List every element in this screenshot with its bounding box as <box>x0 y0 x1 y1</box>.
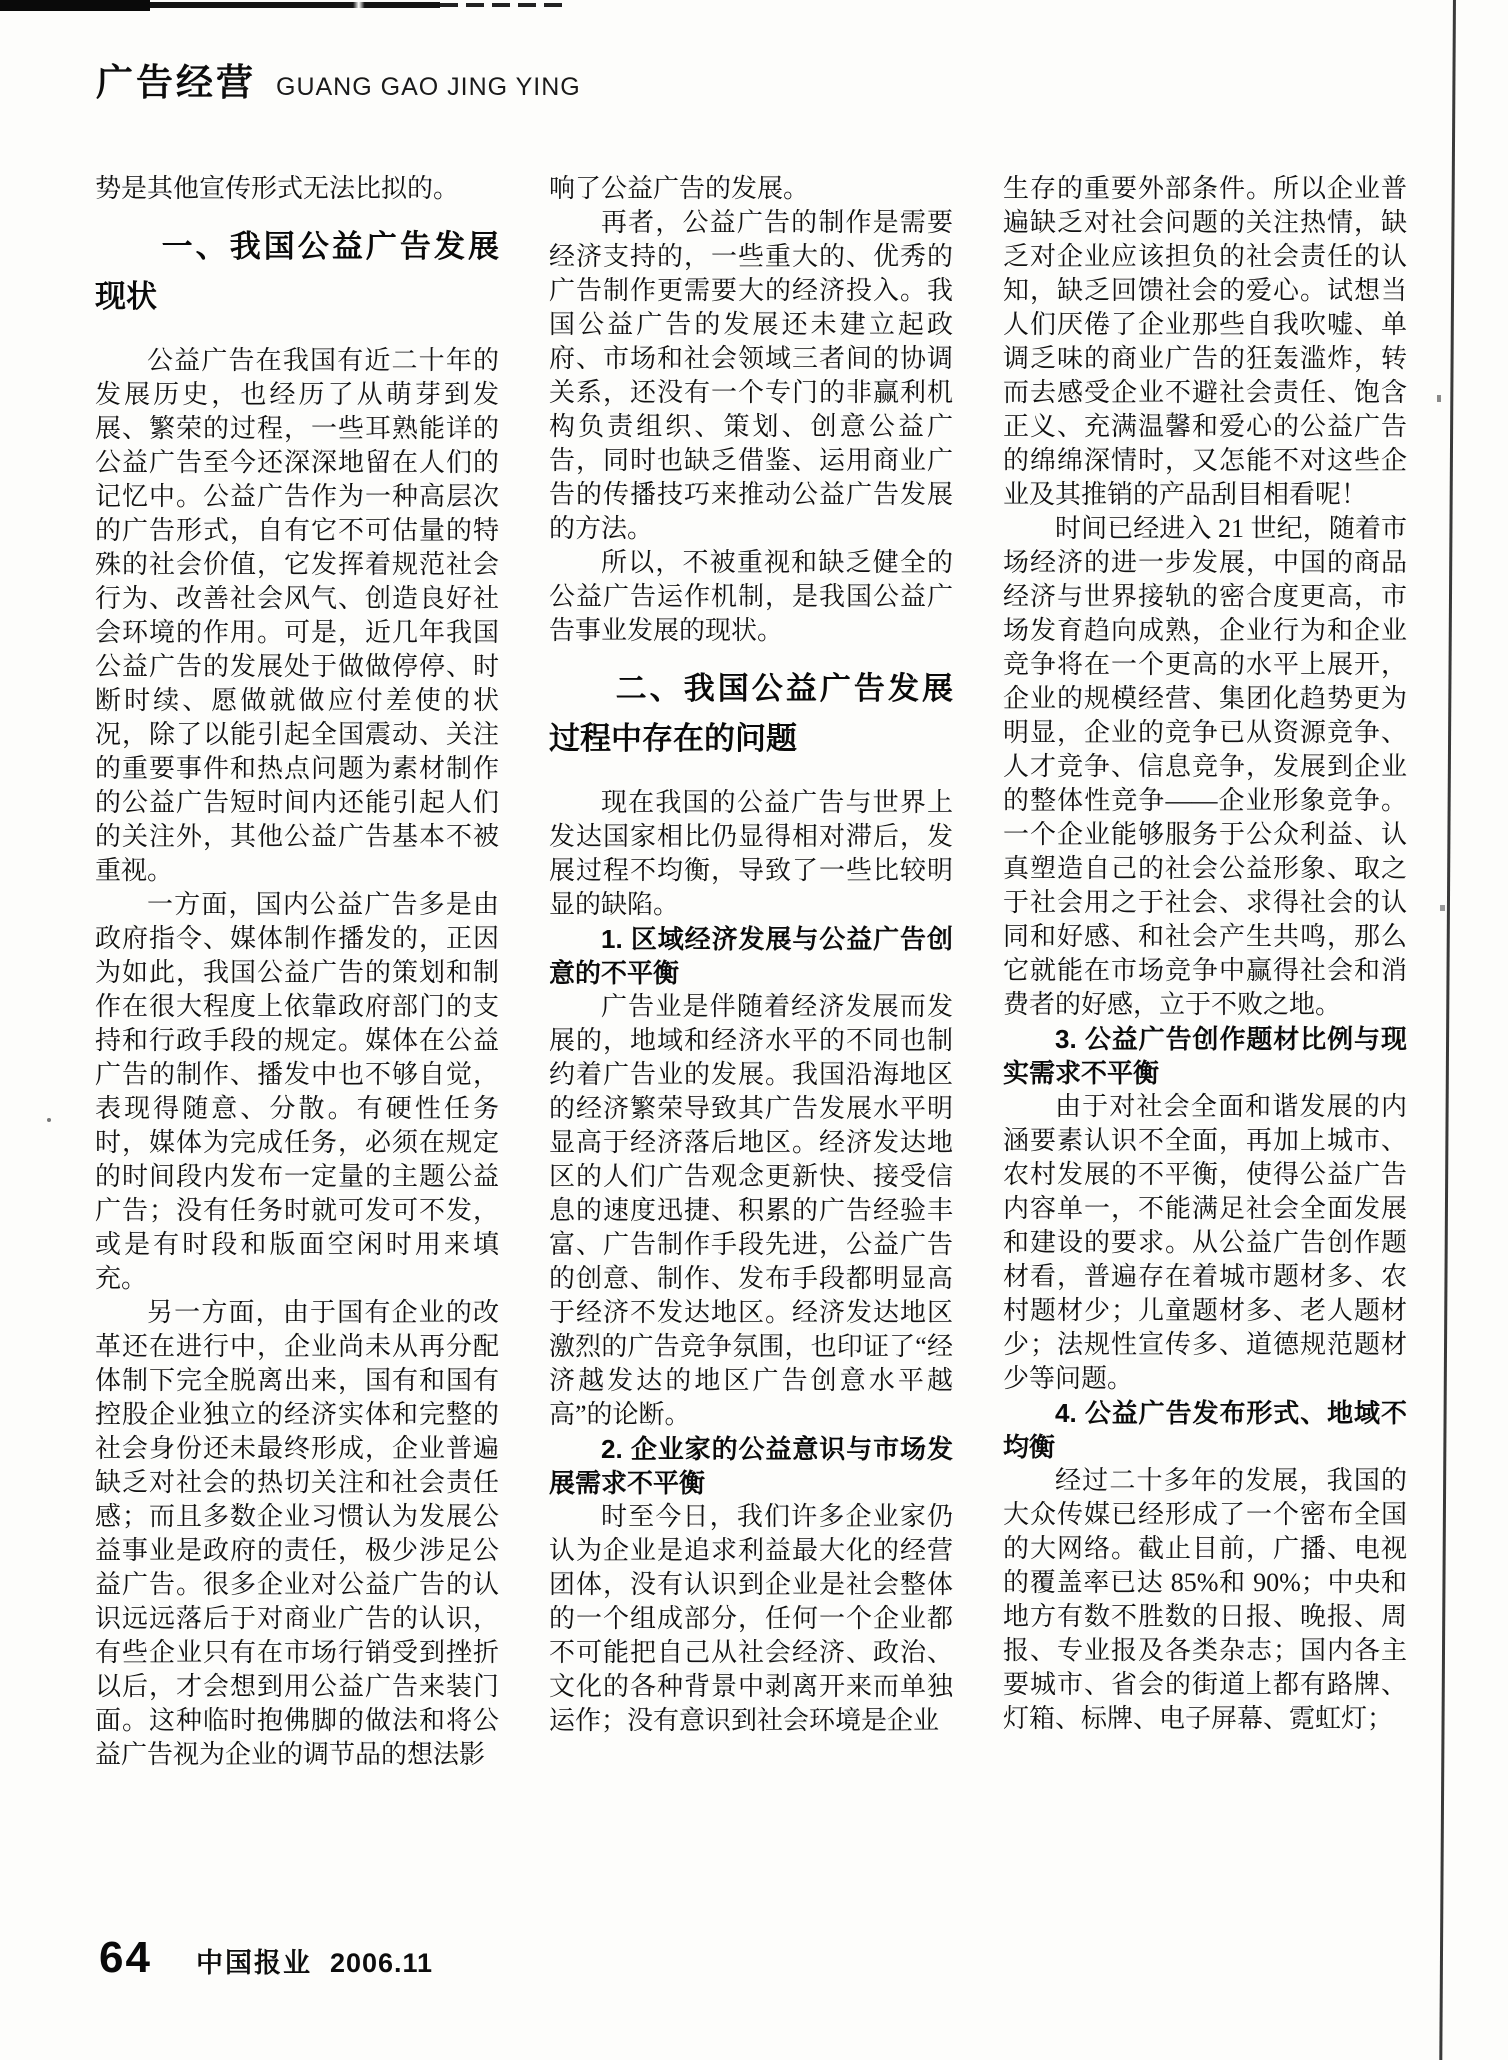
paragraph: 时间已经进入 21 世纪，随着市场经济的进一步发展，中国的商品经济与世界接轨的密合度更高，市场发育趋向成熟，企业行为和企业竞争将在一个更高的水平上展开，企业的规模经营、集团化趋势更为明显，企业的竞争已从资源竞争、人才竞争、信息竞争，发展到企业的整体性竞争——企业形象竞争。一个企业能够服务于公众利益、认真塑造自己的社会公益形象、取之于社会用之于社会、求得社会的认同和好感、和社会产生共鸣，那么它就能在市场竞争中赢得社会和消费者的好感，立于不败之地。 <box>1003 514 1407 1019</box>
paragraph: 现在我国的公益广告与世界上发达国家相比仍显得相对滞后，发展过程不均衡，导致了一些比较明显的缺陷。 <box>549 788 953 919</box>
journal-issue: 2006.11 <box>329 1948 434 1978</box>
page-number: 64 <box>99 1933 152 1982</box>
scan-artifact-speck <box>1437 395 1441 402</box>
column-2 <box>549 172 953 1772</box>
scan-artifact-top-bar <box>440 3 570 7</box>
scan-artifact-top-bar <box>0 0 150 11</box>
section-title-pinyin: GUANG GAO JING YING <box>276 73 581 101</box>
section-heading-1: 一、我国公益广告发展现状 <box>95 229 499 314</box>
subsection-heading-2: 2. 企业家的公益意识与市场发展需求不平衡 <box>549 1434 953 1498</box>
paragraph-continuation: 响了公益广告的发展。 <box>549 174 810 203</box>
subsection-heading-3: 3. 公益广告创作题材比例与现实需求不平衡 <box>1003 1024 1407 1088</box>
paragraph-continuation: 生存的重要外部条件。所以企业普遍缺乏对社会问题的关注热情，缺乏对企业应该担负的社会责任的认知，缺乏回馈社会的爱心。试想当人们厌倦了企业那些自我吹嘘、单调乏味的商业广告的狂轰滥炸，转而去感受企业不避社会责任、饱含正义、充满温馨和爱心的公益广告的绵绵深情时，又怎能不对这些企业及其推销的产品刮目相看呢！ <box>1003 174 1407 509</box>
subsection-heading-1: 1. 区域经济发展与公益广告创意的不平衡 <box>549 924 953 988</box>
paragraph: 由于对社会全面和谐发展的内涵要素认识不全面，再加上城市、农村发展的不平衡，使得公益广告内容单一，不能满足社会全面发展和建设的要求。从公益广告创作题材看，普遍存在着城市题材多、农村题材少；儿童题材多、老人题材少；法规性宣传多、道德规范题材少等问题。 <box>1003 1092 1407 1393</box>
paragraph: 另一方面，由于国有企业的改革还在进行中，企业尚未从再分配体制下完全脱离出来，国有和国有控股企业独立的经济实体和完整的社会身份还未最终形成，企业普遍缺乏对社会的热切关注和社会责任感；而且多数企业习惯认为发展公益事业是政府的责任，极少涉足公益广告。很多企业对公益广告的认识远远落后于对商业广告的认识，有些企业只有在市场行销受到挫折以后，才会想到用公益广告来装门面。这种临时抱佛脚的做法和将公益广告视为企业的调节品的想法影 <box>95 1298 499 1769</box>
section-title: 广告经营 <box>96 62 256 103</box>
section-heading-2: 二、我国公益广告发展过程中存在的问题 <box>549 671 953 756</box>
scan-artifact-top-bar <box>150 2 440 8</box>
paragraph: 再者，公益广告的制作是需要经济支持的，一些重大的、优秀的广告制作更需要大的经济投入。我国公益广告的发展还未建立起政府、市场和社会领域三者间的协调关系，还没有一个专门的非赢利机构负责组织、策划、创意公益广告，同时也缺乏借鉴、运用商业广告的传播技巧来推动公益广告发展的方法。 <box>549 208 953 543</box>
column-1 <box>95 172 499 1772</box>
paragraph: 广告业是伴随着经济发展而发展的，地域和经济水平的不同也制约着广告业的发展。我国沿海地区的经济繁荣导致其广告发展水平明显高于经济落后地区。经济发达地区的人们广告观念更新快、接受信息的速度迅捷、积累的广告经验丰富、广告制作手段先进，公益广告的创意、制作、发布手段都明显高于经济不发达地区。经济发达地区激烈的广告竞争氛围，也印证了“经济越发达的地区广告创意水平越高”的论断。 <box>549 992 953 1429</box>
article-columns <box>95 172 1407 1772</box>
subsection-heading-4: 4. 公益广告发布形式、地域不均衡 <box>1003 1398 1407 1462</box>
scan-artifact-page-edge-line <box>1439 0 1456 2060</box>
page-footer <box>99 1933 433 1983</box>
scan-artifact-speck <box>47 1118 51 1122</box>
paragraph: 所以，不被重视和缺乏健全的公益广告运作机制，是我国公益广告事业发展的现状。 <box>549 548 953 645</box>
journal-name: 中国报业 <box>195 1948 312 1978</box>
paragraph: 时至今日，我们许多企业家仍认为企业是追求利益最大化的经营团体，没有认识到企业是社会整体的一个组成部分，任何一个企业都不可能把自己从社会经济、政治、文化的各种背景中剥离开来而单独运作；没有意识到社会环境是企业 <box>549 1502 953 1735</box>
column-3 <box>1003 172 1407 1772</box>
page-header <box>96 52 581 106</box>
paragraph: 一方面，国内公益广告多是由政府指令、媒体制作播发的，正因为如此，我国公益广告的策划和制作在很大程度上依靠政府部门的支持和行政手段的规定。媒体在公益广告的制作、播发中也不够自觉，表现得随意、分散。有硬性任务时，媒体为完成任务，必须在规定的时间段内发布一定量的主题公益广告；没有任务时就可发可不发，或是有时段和版面空闲时用来填充。 <box>95 890 499 1293</box>
scan-artifact-speck <box>1440 905 1445 911</box>
paragraph: 公益广告在我国有近二十年的发展历史，也经历了从萌芽到发展、繁荣的过程，一些耳熟能详的公益广告至今还深深地留在人们的记忆中。公益广告作为一种高层次的广告形式，自有它不可估量的特殊的社会价值，它发挥着规范社会行为、改善社会风气、创造良好社会环境的作用。可是，近几年我国公益广告的发展处于做做停停、时断时续、愿做就做应付差使的状况，除了以能引起全国震动、关注的重要事件和热点问题为素材制作的公益广告短时间内还能引起人们的关注外，其他公益广告基本不被重视。 <box>95 346 499 885</box>
paragraph-continuation: 势是其他宣传形式无法比拟的。 <box>95 174 460 203</box>
paragraph: 经过二十多年的发展，我国的大众传媒已经形成了一个密布全国的大网络。截止目前，广播、电视的覆盖率已达 85%和 90%；中央和地方有数不胜数的日报、晚报、周报、专业报及各类杂志；国内各主要城市、省会的街道上都有路牌、灯箱、标牌、电子屏幕、霓虹灯； <box>1003 1466 1407 1733</box>
